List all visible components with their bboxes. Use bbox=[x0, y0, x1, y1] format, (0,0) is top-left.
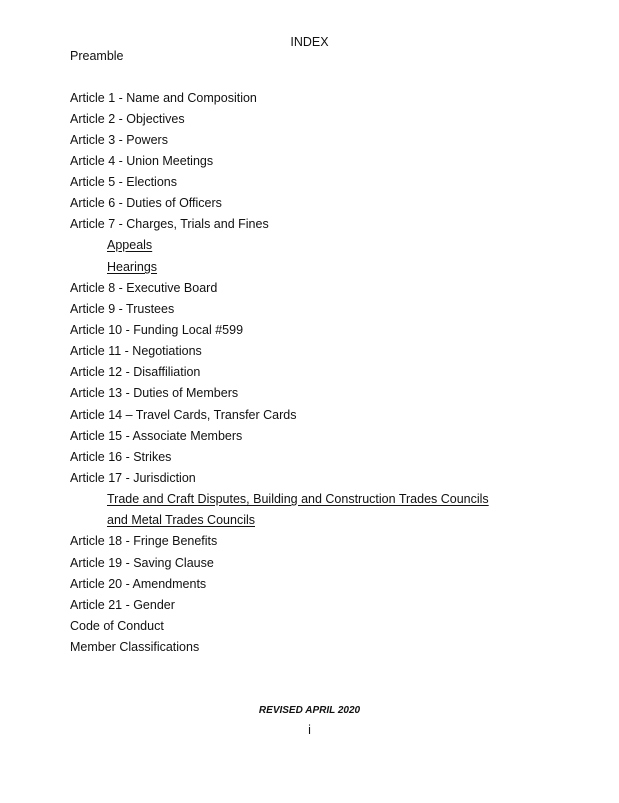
revised-note: REVISED APRIL 2020 bbox=[258, 705, 361, 716]
index-subentry-metal-trades: and Metal Trades Councils bbox=[107, 513, 255, 527]
index-entry-article-15: Article 15 - Associate Members bbox=[70, 429, 243, 443]
index-subentry-trade-disputes: Trade and Craft Disputes, Building and Construction Trades Councils bbox=[107, 492, 489, 506]
index-entry-article-8: Article 8 - Executive Board bbox=[70, 281, 218, 295]
index-entry-article-9: Article 9 - Trustees bbox=[70, 302, 175, 316]
page-title: INDEX bbox=[290, 35, 329, 49]
index-entry-member-classifications: Member Classifications bbox=[70, 640, 200, 654]
index-subentry-appeals: Appeals bbox=[107, 238, 153, 252]
index-entry-article-21: Article 21 - Gender bbox=[70, 598, 175, 612]
index-entry-article-19: Article 19 - Saving Clause bbox=[70, 556, 214, 570]
index-entry-article-3: Article 3 - Powers bbox=[70, 133, 168, 147]
index-entry-article-10: Article 10 - Funding Local #599 bbox=[70, 323, 244, 337]
index-entry-preamble: Preamble bbox=[70, 49, 124, 63]
index-entry-code-of-conduct: Code of Conduct bbox=[70, 619, 164, 633]
index-entry-article-11: Article 11 - Negotiations bbox=[70, 344, 202, 358]
index-entry-article-2: Article 2 - Objectives bbox=[70, 112, 185, 126]
index-subentry-hearings: Hearings bbox=[107, 260, 158, 274]
index-entry-article-5: Article 5 - Elections bbox=[70, 175, 177, 189]
page-number: i bbox=[308, 723, 311, 737]
index-entry-article-12: Article 12 - Disaffiliation bbox=[70, 365, 201, 379]
index-entry-article-4: Article 4 - Union Meetings bbox=[70, 154, 214, 168]
index-entry-article-17: Article 17 - Jurisdiction bbox=[70, 471, 196, 485]
index-entry-article-18: Article 18 - Fringe Benefits bbox=[70, 534, 218, 548]
index-entry-article-1: Article 1 - Name and Composition bbox=[70, 91, 257, 105]
index-entry-article-16: Article 16 - Strikes bbox=[70, 450, 172, 464]
index-entry-article-13: Article 13 - Duties of Members bbox=[70, 386, 239, 400]
index-entry-article-14: Article 14 – Travel Cards, Transfer Cards bbox=[70, 408, 297, 422]
index-entry-article-6: Article 6 - Duties of Officers bbox=[70, 196, 222, 210]
index-entry-article-7: Article 7 - Charges, Trials and Fines bbox=[70, 217, 269, 231]
index-entry-article-20: Article 20 - Amendments bbox=[70, 577, 207, 591]
